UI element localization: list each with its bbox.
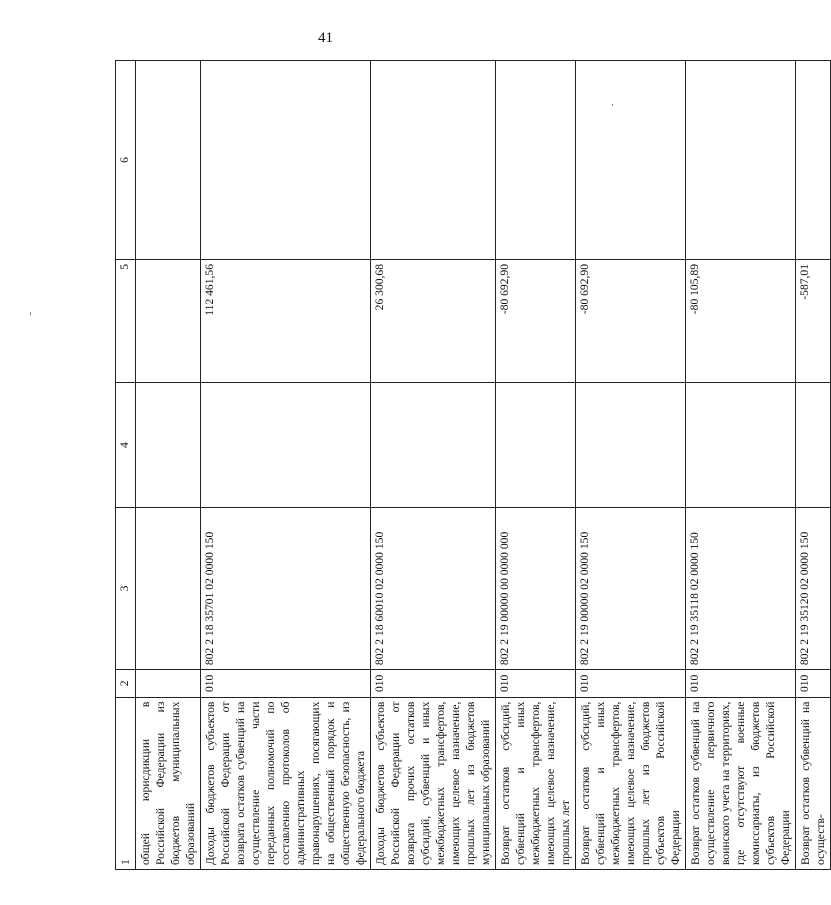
row-col6 <box>686 61 796 260</box>
table-row <box>686 61 796 870</box>
row-col4 <box>136 383 201 507</box>
column-header: 4 <box>116 383 136 507</box>
table-row <box>796 61 831 870</box>
column-header: 2 <box>116 670 136 698</box>
row-amount: -80 692,90 <box>576 259 686 382</box>
row-col6 <box>796 61 831 260</box>
row-code: 010 <box>371 670 496 698</box>
row-amount: -80 692,90 <box>496 259 576 382</box>
row-col6 <box>496 61 576 260</box>
column-header: 3 <box>116 507 136 669</box>
row-kbk: 802 2 19 00000 02 0000 150 <box>576 507 686 669</box>
table-row <box>201 61 371 870</box>
row-col6 <box>136 61 201 260</box>
table-header-row <box>116 61 136 870</box>
row-kbk: 802 2 19 35118 02 0000 150 <box>686 507 796 669</box>
row-amount: 112 461,56 <box>201 259 371 382</box>
row-amount: -80 105,89 <box>686 259 796 382</box>
row-description: Доходы бюджетов субъектов Российской Федерации от возврата остатков субвенций на осуществление части переданных полномочий по составлению протоколов об административных правонарушениях, посягающих на общественный порядок и общественную безопасность, из федерального бюджета <box>201 697 371 869</box>
row-code: 010 <box>796 670 831 698</box>
row-kbk: 802 2 19 00000 00 0000 000 <box>496 507 576 669</box>
row-amount <box>136 259 201 382</box>
row-code: 010 <box>576 670 686 698</box>
column-header: 5 <box>116 259 136 382</box>
table-row <box>136 61 201 870</box>
table-row <box>576 61 686 870</box>
row-code <box>136 670 201 698</box>
row-description: Возврат остатков субсидий, субвенций и иных межбюджетных трансфертов, имеющих целевое назначение, прошлых лет <box>496 697 576 869</box>
row-code: 010 <box>496 670 576 698</box>
row-col4 <box>686 383 796 507</box>
row-description: Возврат остатков субсидий, субвенций и иных межбюджетных трансфертов, имеющих целевое назначение, прошлых лет из бюджетов субъектов Российской Федерации <box>576 697 686 869</box>
column-header: 6 <box>116 61 136 260</box>
rotated-table-container <box>115 60 827 870</box>
row-description: Доходы бюджетов субъектов Российской Федерации от возврата прочих остатков субсидий, субвенций и иных межбюджетных трансфертов, имеющих целевое назначение, прошлых лет из бюджетов муниципальных образований <box>371 697 496 869</box>
table-row <box>496 61 576 870</box>
row-amount: -587,01 <box>796 259 831 382</box>
row-code: 010 <box>201 670 371 698</box>
row-col4 <box>496 383 576 507</box>
budget-revenue-table <box>115 60 831 870</box>
row-col4 <box>576 383 686 507</box>
page-number: 41 <box>318 30 333 46</box>
row-kbk: 802 2 19 35120 02 0000 150 <box>796 507 831 669</box>
table-row <box>371 61 496 870</box>
row-description: Возврат остатков субвенций на осуществление первичного воинского учета на территориях, где отсутствуют военные комиссариаты, из бюджетов субъектов Российской Федерации <box>686 697 796 869</box>
row-col6 <box>201 61 371 260</box>
row-description: общей юрисдикции в Российской Федерации из бюджетов муниципальных образований <box>136 697 201 869</box>
row-kbk: 802 2 18 60010 02 0000 150 <box>371 507 496 669</box>
row-code: 010 <box>686 670 796 698</box>
row-amount: 26 300,68 <box>371 259 496 382</box>
row-col4 <box>371 383 496 507</box>
row-col4 <box>796 383 831 507</box>
row-description: Возврат остатков субвенций на осуществ- <box>796 697 831 869</box>
row-col4 <box>201 383 371 507</box>
row-kbk <box>136 507 201 669</box>
row-col6 <box>371 61 496 260</box>
row-kbk: 802 2 18 35701 02 0000 150 <box>201 507 371 669</box>
scan-mark-left <box>30 312 31 315</box>
column-header: 1 <box>116 697 136 869</box>
row-col6 <box>576 61 686 260</box>
